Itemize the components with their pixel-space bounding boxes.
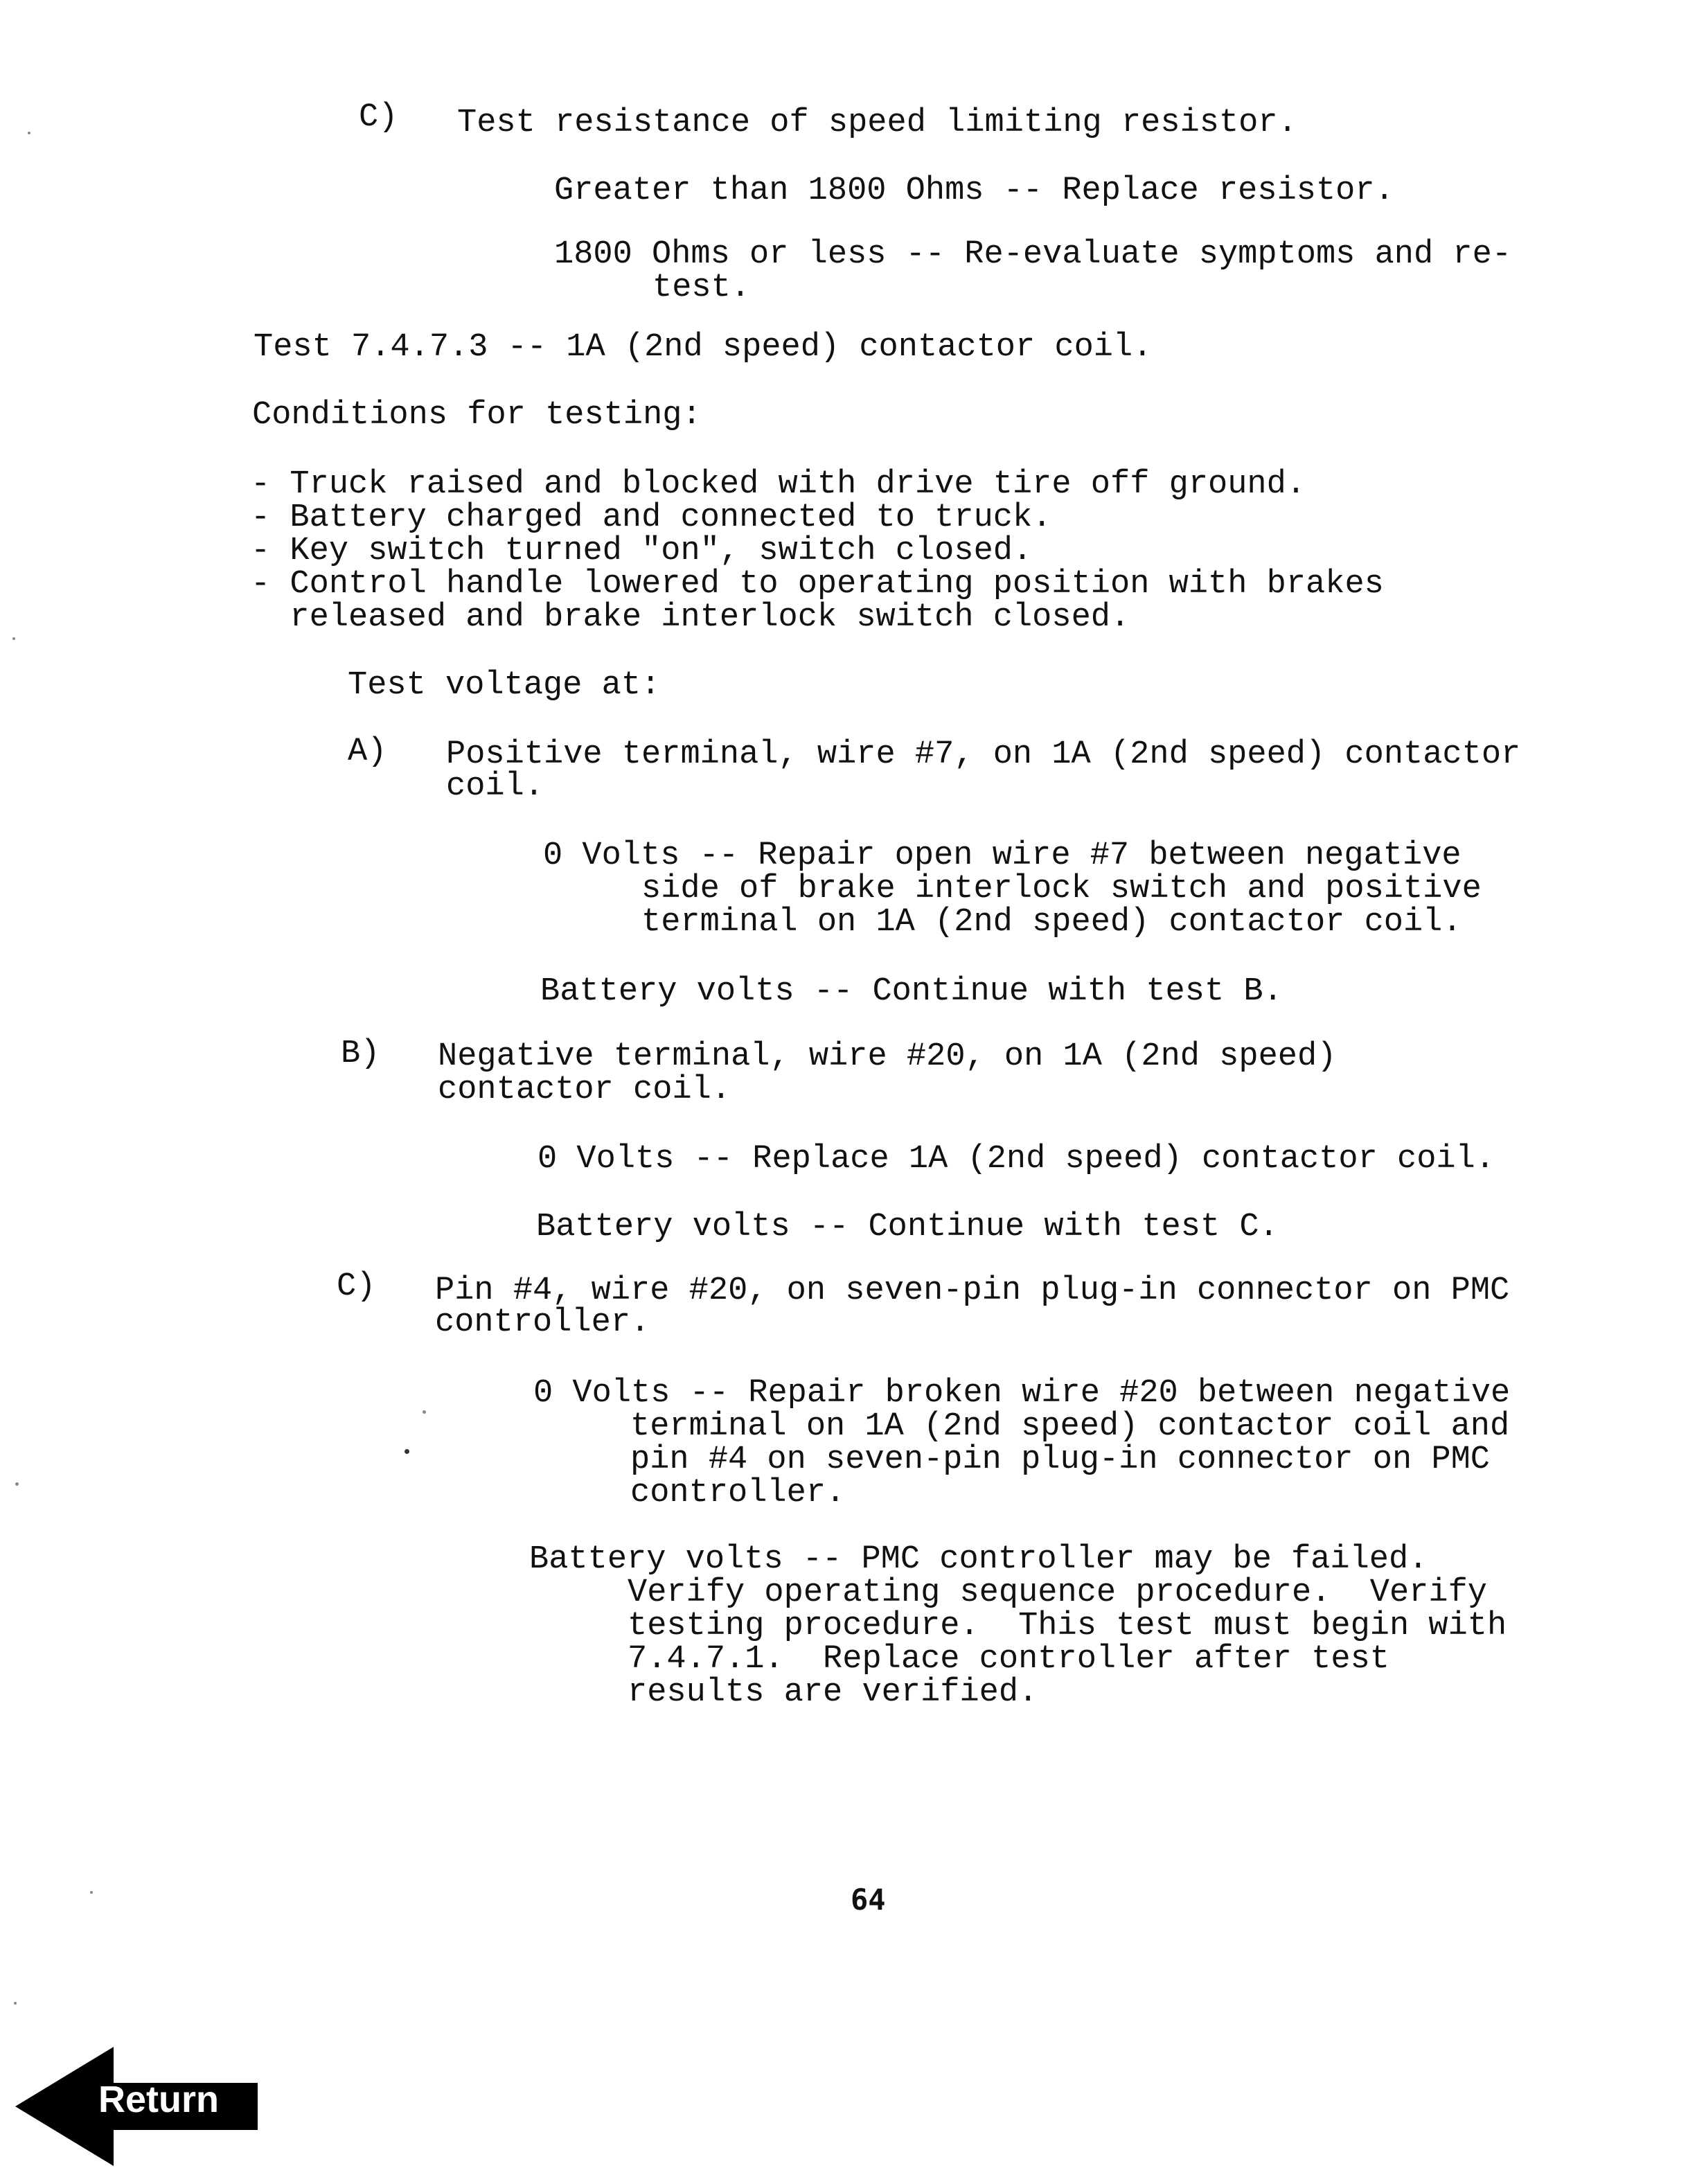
item-c2-result1-line1: 0 Volts -- Repair broken wire #20 between negative <box>533 1375 1511 1412</box>
item-c2-line1: Pin #4, wire #20, on seven-pin plug-in connector on PMC <box>435 1272 1510 1309</box>
condition-item: released and brake interlock switch closed. <box>251 599 1130 636</box>
item-b-result2: Battery volts -- Continue with test C. <box>536 1209 1279 1245</box>
item-c2-line2: controller. <box>435 1304 650 1341</box>
condition-item: - Control handle lowered to operating position with brakes <box>251 566 1384 603</box>
test-heading: Test 7.4.7.3 -- 1A (2nd speed) contactor coil. <box>254 329 1153 366</box>
item-c2-result1-line4: controller. <box>630 1475 846 1511</box>
item-c2-result2-line4: 7.4.7.1. Replace controller after test <box>628 1641 1389 1678</box>
item-c2-result2-line2: Verify operating sequence procedure. Verify <box>628 1574 1488 1611</box>
item-a-result2: Battery volts -- Continue with test B. <box>540 973 1283 1010</box>
item-a-line2: coil. <box>446 768 544 805</box>
item-a-result1-line1: 0 Volts -- Repair open wire #7 between negative <box>543 837 1462 874</box>
item-c2-result2-line3: testing procedure. This test must begin with <box>628 1608 1507 1644</box>
scan-speck <box>405 1449 409 1454</box>
item-label-a: A) <box>348 734 387 770</box>
scan-speck <box>14 2002 17 2005</box>
item-a-result1-line3: terminal on 1A (2nd speed) contactor coil. <box>641 904 1462 941</box>
item-c2-result2-line5: results are verified. <box>628 1674 1038 1711</box>
result-greater-than: Greater than 1800 Ohms -- Replace resistor. <box>554 172 1394 209</box>
item-a-line1: Positive terminal, wire #7, on 1A (2nd speed) contactor <box>446 736 1521 773</box>
item-label-b: B) <box>341 1036 380 1072</box>
conditions-heading: Conditions for testing: <box>252 397 702 434</box>
item-b-line2: contactor coil. <box>438 1072 731 1108</box>
item-c2-result1-line2: terminal on 1A (2nd speed) contactor coil and <box>630 1408 1510 1445</box>
scan-speck <box>15 1482 19 1486</box>
item-label-c1: C) <box>359 99 398 136</box>
scan-speck <box>12 637 15 640</box>
condition-item: - Truck raised and blocked with drive tire off ground. <box>251 466 1306 503</box>
item-b-result1: 0 Volts -- Replace 1A (2nd speed) contactor coil. <box>538 1141 1495 1178</box>
item-c2-result2-line1: Battery volts -- PMC controller may be failed. <box>529 1541 1428 1578</box>
condition-item: - Battery charged and connected to truck. <box>251 499 1052 536</box>
item-label-c2: C) <box>337 1268 376 1305</box>
scan-speck <box>90 1891 93 1894</box>
scan-speck <box>28 132 30 134</box>
page-number: 64 <box>851 1883 886 1917</box>
item-a-result1-line2: side of brake interlock switch and positive <box>641 871 1482 907</box>
result-or-less-line1: 1800 Ohms or less -- Re-evaluate symptoms and re- <box>554 236 1512 273</box>
item-c2-result1-line3: pin #4 on seven-pin plug-in connector on PMC <box>630 1441 1491 1478</box>
return-label: Return <box>98 2079 219 2120</box>
return-button[interactable] <box>15 2047 259 2166</box>
scan-speck <box>423 1410 426 1414</box>
test-voltage-heading: Test voltage at: <box>348 667 661 704</box>
item-b-line1: Negative terminal, wire #20, on 1A (2nd speed) <box>438 1038 1337 1075</box>
condition-item: - Key switch turned "on", switch closed. <box>251 533 1033 569</box>
test-resistance-line: Test resistance of speed limiting resistor. <box>457 105 1297 141</box>
result-or-less-line2: test. <box>652 269 751 306</box>
